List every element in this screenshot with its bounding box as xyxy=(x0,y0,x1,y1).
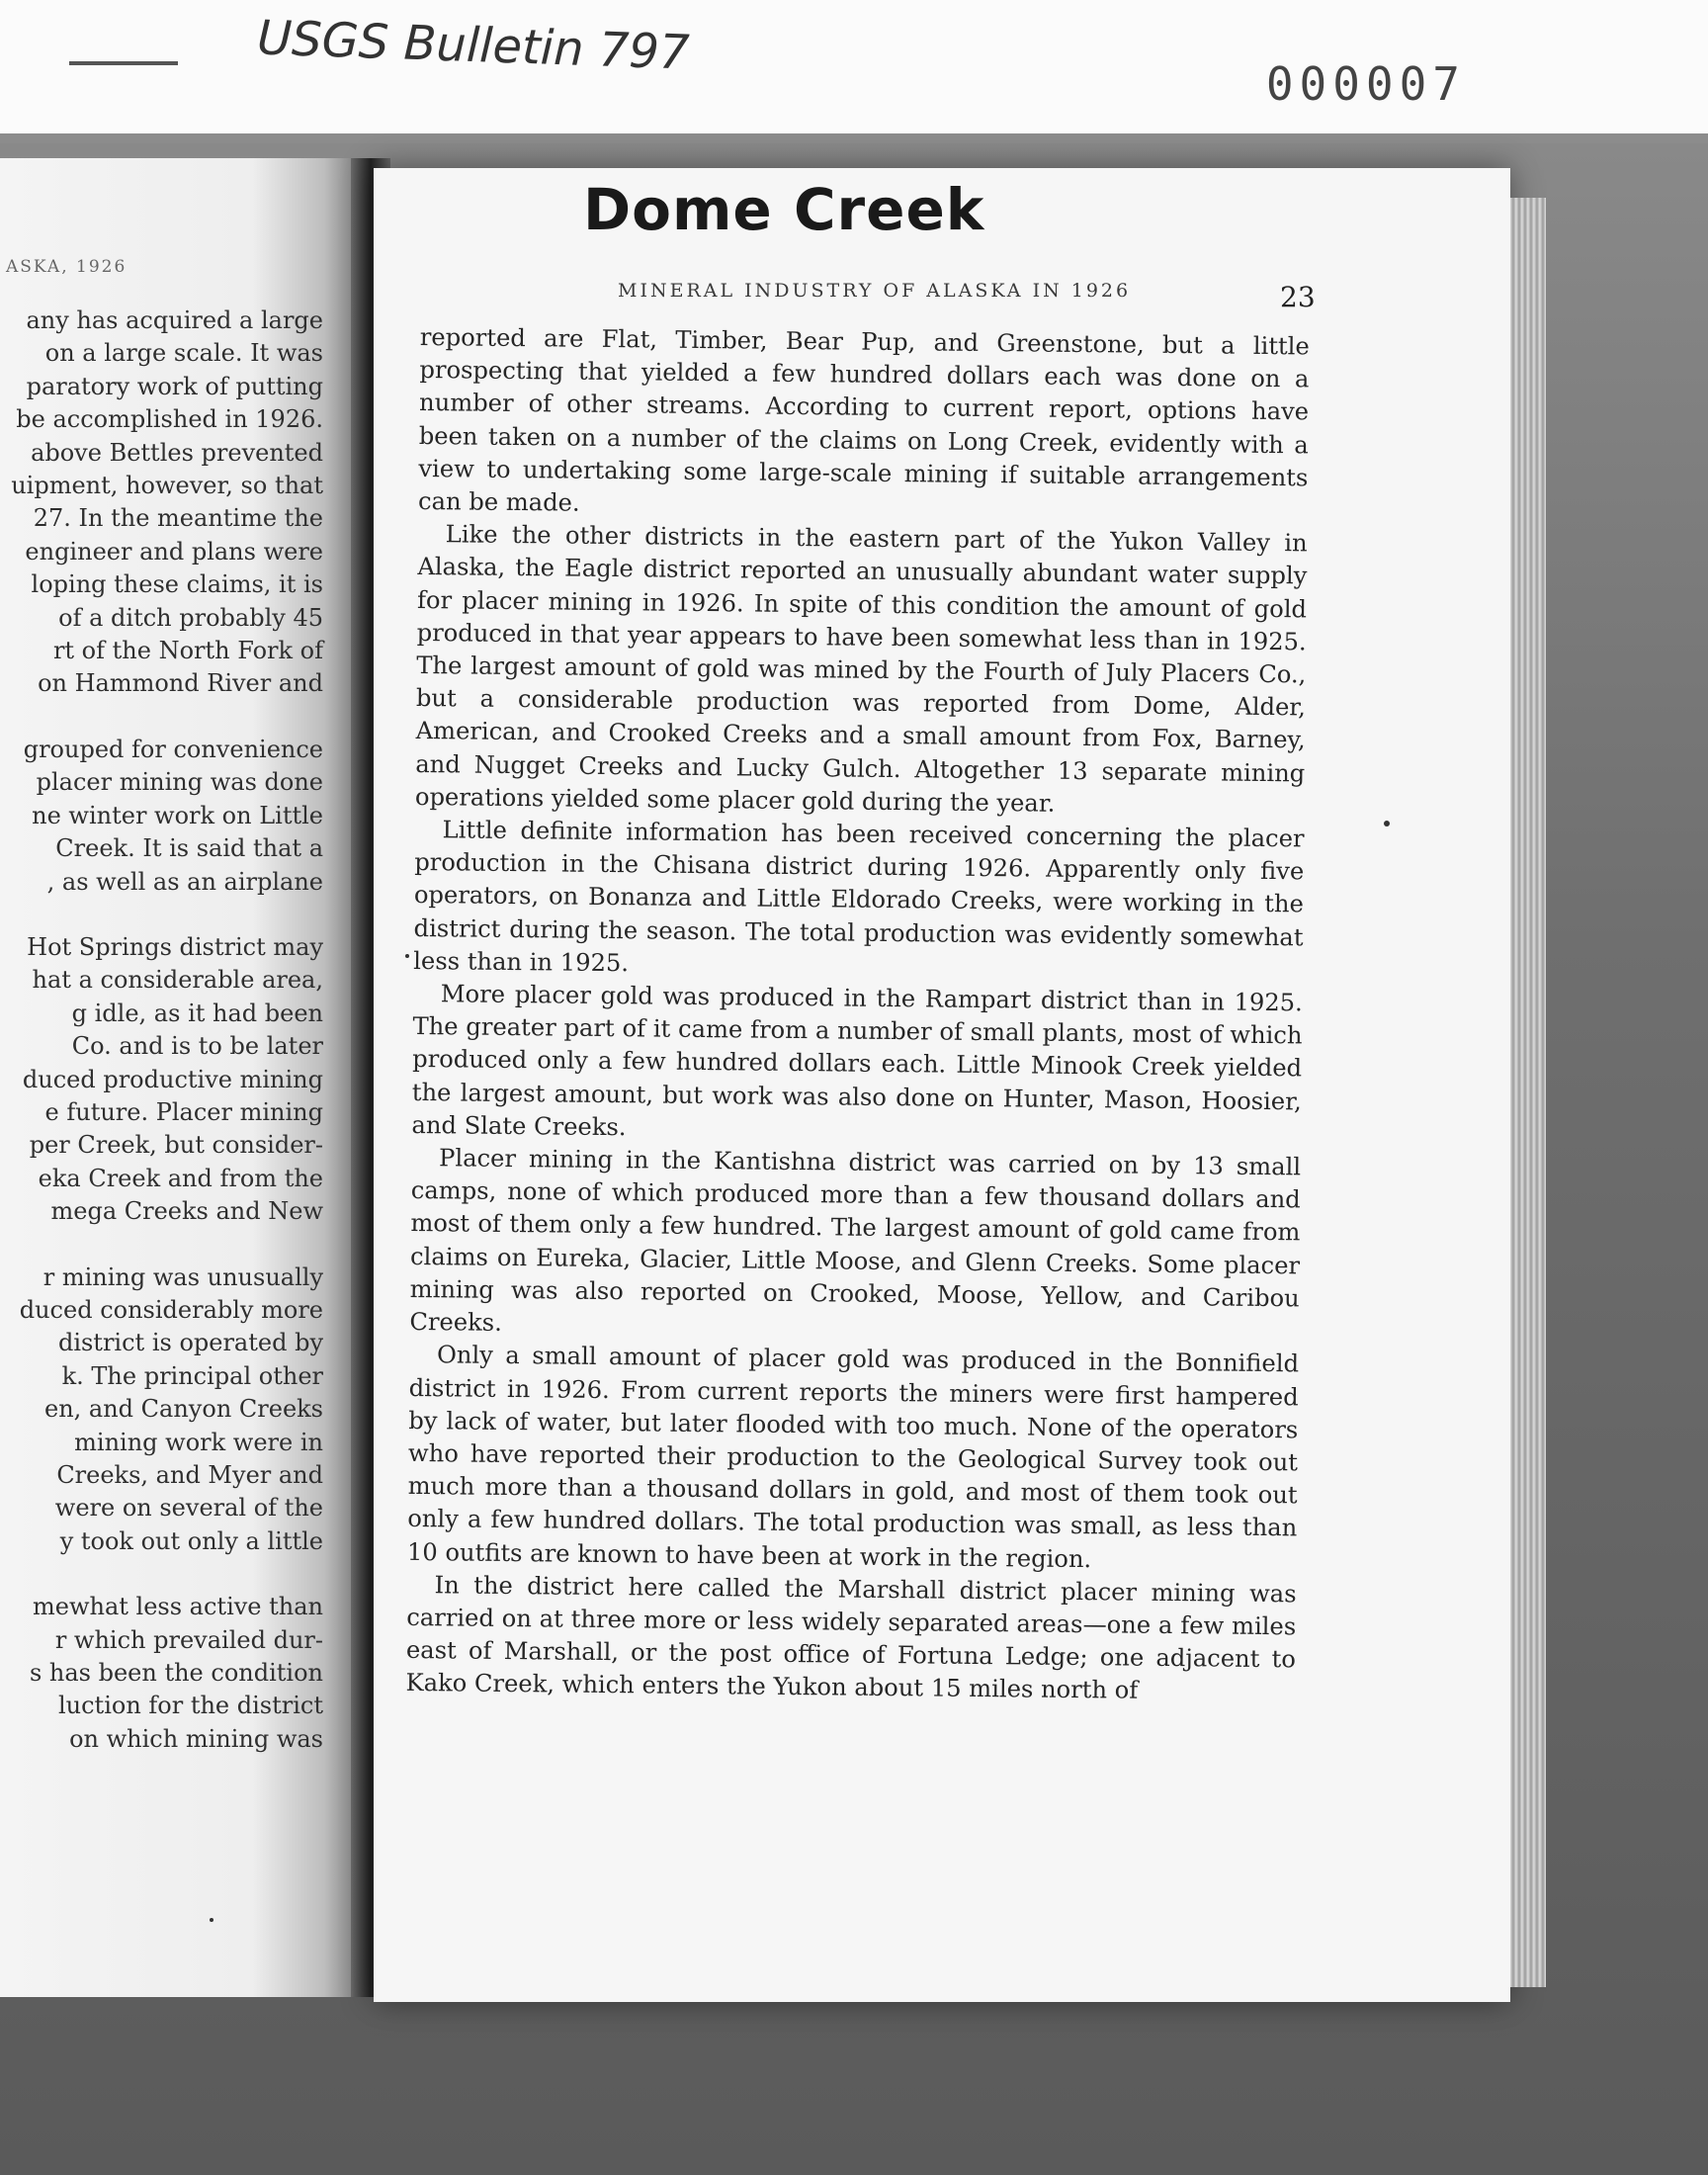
left-page-line: loping these claims, it is xyxy=(31,570,323,599)
left-page-line: duced productive mining xyxy=(22,1065,323,1093)
left-page-line: Hot Springs district may xyxy=(27,932,323,961)
paragraph-gap xyxy=(0,701,323,734)
left-page-line: , as well as an airplane xyxy=(46,867,323,896)
left-page-line: s has been the condition xyxy=(29,1659,323,1688)
paragraph-gap xyxy=(0,899,323,931)
left-page-line: en, and Canyon Creeks xyxy=(44,1395,323,1424)
handwritten-title: Dome Creek xyxy=(583,176,985,243)
left-page-line: Co. and is to be later xyxy=(71,1032,323,1061)
paragraph-gap xyxy=(0,1558,323,1591)
left-page-line: district is operated by xyxy=(57,1329,323,1357)
left-page-line: eka Creek and from the xyxy=(38,1164,323,1192)
paragraph: Little definite information has been received concerning the placer production in the Chisana district during 1926. Apparently only five operators, on Bonanza and Little Eldorado Creeks, were working in the district during the season. The total production was evidently somewhat less than in 1925. xyxy=(413,816,1305,978)
left-page-line: on a large scale. It was xyxy=(44,339,323,368)
left-page-line: placer mining was done xyxy=(36,768,323,797)
left-page-line: paratory work of putting xyxy=(26,372,323,400)
running-head: MINERAL INDUSTRY OF ALASKA IN 1926 xyxy=(618,280,1132,302)
left-page-line: were on several of the xyxy=(54,1494,323,1522)
left-page-line: r mining was unusually xyxy=(43,1262,323,1291)
left-page-line: luction for the district xyxy=(57,1692,323,1720)
page-number: 23 xyxy=(1280,281,1316,313)
paragraph: Only a small amount of placer gold was produced in the Bonnifield district in 1926. From current reports the miners were first hampered by lack of water, but later flooded with too much. None of the operators who have reported their production to the Geological Survey took out much more than a thousand dollars in gold, and most of them took out only a few hundred dollars. The total production was small, as less than 10 outfits are known to have been at work in the region. xyxy=(406,1341,1300,1573)
left-page-line: hat a considerable area, xyxy=(32,966,323,995)
left-facing-page xyxy=(0,158,361,1997)
left-page-line: ne winter work on Little xyxy=(32,801,323,829)
left-page-line: r which prevailed dur- xyxy=(54,1625,323,1654)
page-edge xyxy=(1510,198,1546,1987)
left-page-line: e future. Placer mining xyxy=(44,1097,323,1126)
left-page-line: rt of the North Fork of xyxy=(52,637,323,665)
paragraph: Placer mining in the Kantishna district was carried on by 13 small camps, none of which produced more than a few thousand dollars and most of them only a few hundred. The largest amount of gold came from claims on Eureka, Glacier, Little Moose, and Glenn Creeks. Some placer mining was also reported on Crooked, Moose, Yellow, and Caribou Creeks. xyxy=(409,1144,1302,1338)
left-page-line: Creeks, and Myer and xyxy=(56,1461,323,1489)
handwritten-header: USGS Bulletin 797 xyxy=(256,10,691,81)
left-page-line: on which mining was xyxy=(69,1724,323,1753)
paragraph-gap xyxy=(0,1229,323,1262)
left-page-line: any has acquired a large xyxy=(26,306,323,334)
left-page-line: duced considerably more xyxy=(19,1295,323,1324)
pen-mark xyxy=(69,61,178,65)
paragraph: Like the other districts in the eastern part of the Yukon Valley in Alaska, the Eagle district reported an unusually abundant water supply for placer mining in 1926. In spite of this condition the amount of gold produced in that year appears to have been somewhat less than in 1925. The largest amount of gold was mined by the Fourth of July Placers Co., but a considerable production was reported from Dome, Alder, American, and Crooked Creeks and a small amount from Fox, Barney, and Nugget Creeks and Lucky Gulch. Altogether 13 separate mining operations yielded some placer gold during the year. xyxy=(414,520,1308,818)
archive-number: 000007 xyxy=(1265,57,1466,111)
left-page-line: y took out only a little xyxy=(59,1526,323,1555)
left-page-line: mining work were in xyxy=(74,1428,323,1456)
left-page-line: k. The principal other xyxy=(61,1361,323,1390)
left-page-line: g idle, as it had been xyxy=(71,999,323,1027)
left-page-line: uipment, however, so that xyxy=(11,472,323,500)
scan-speck xyxy=(405,954,409,958)
body-text xyxy=(405,321,1310,1709)
left-page-line: mewhat less active than xyxy=(32,1593,323,1621)
paragraph: In the district here called the Marshall district placer mining was carried on at three more or less widely separated areas—one a few miles east of Marshall, or the post office of Fortuna Ledge; one adjacent to Kako Creek, which enters the Yukon about 15 miles north of xyxy=(405,1570,1297,1705)
scan-speck xyxy=(1384,821,1390,826)
paragraph: More placer gold was produced in the Rampart district than in 1925. The greater part of it came from a number of small plants, most of which produced only a few hundred dollars each. Little Minook Creek yielded the largest amount, but work was also done on Hunter, Mason, Hoosier, and Slate Creeks. xyxy=(411,980,1303,1142)
left-page-line: engineer and plans were xyxy=(25,537,323,566)
left-running-head: ASKA, 1926 xyxy=(6,257,128,277)
left-page-line: grouped for convenience xyxy=(23,735,323,763)
left-page-line: 27. In the meantime the xyxy=(33,504,323,533)
left-page-line: Creek. It is said that a xyxy=(55,834,323,863)
paragraph: reported are Flat, Timber, Bear Pup, and Greenstone, but a little prospecting that yielded a few hundred dollars each was done on a number of other streams. According to current report, options have been taken on a number of the claims on Long Creek, evidently with a view to undertaking some large-scale mining if suitable arrangements can be made. xyxy=(417,322,1310,517)
left-page-line: on Hammond River and xyxy=(38,669,323,698)
left-page-text xyxy=(0,304,323,1756)
scan-speck xyxy=(210,1918,214,1922)
left-page-line: of a ditch probably 45 xyxy=(58,603,323,632)
left-page-line: per Creek, but consider- xyxy=(29,1131,323,1160)
left-page-line: mega Creeks and New xyxy=(50,1197,323,1226)
left-page-line: be accomplished in 1926. xyxy=(16,405,323,434)
archive-label-strip xyxy=(0,0,1708,143)
left-page-line: above Bettles prevented xyxy=(31,438,323,467)
